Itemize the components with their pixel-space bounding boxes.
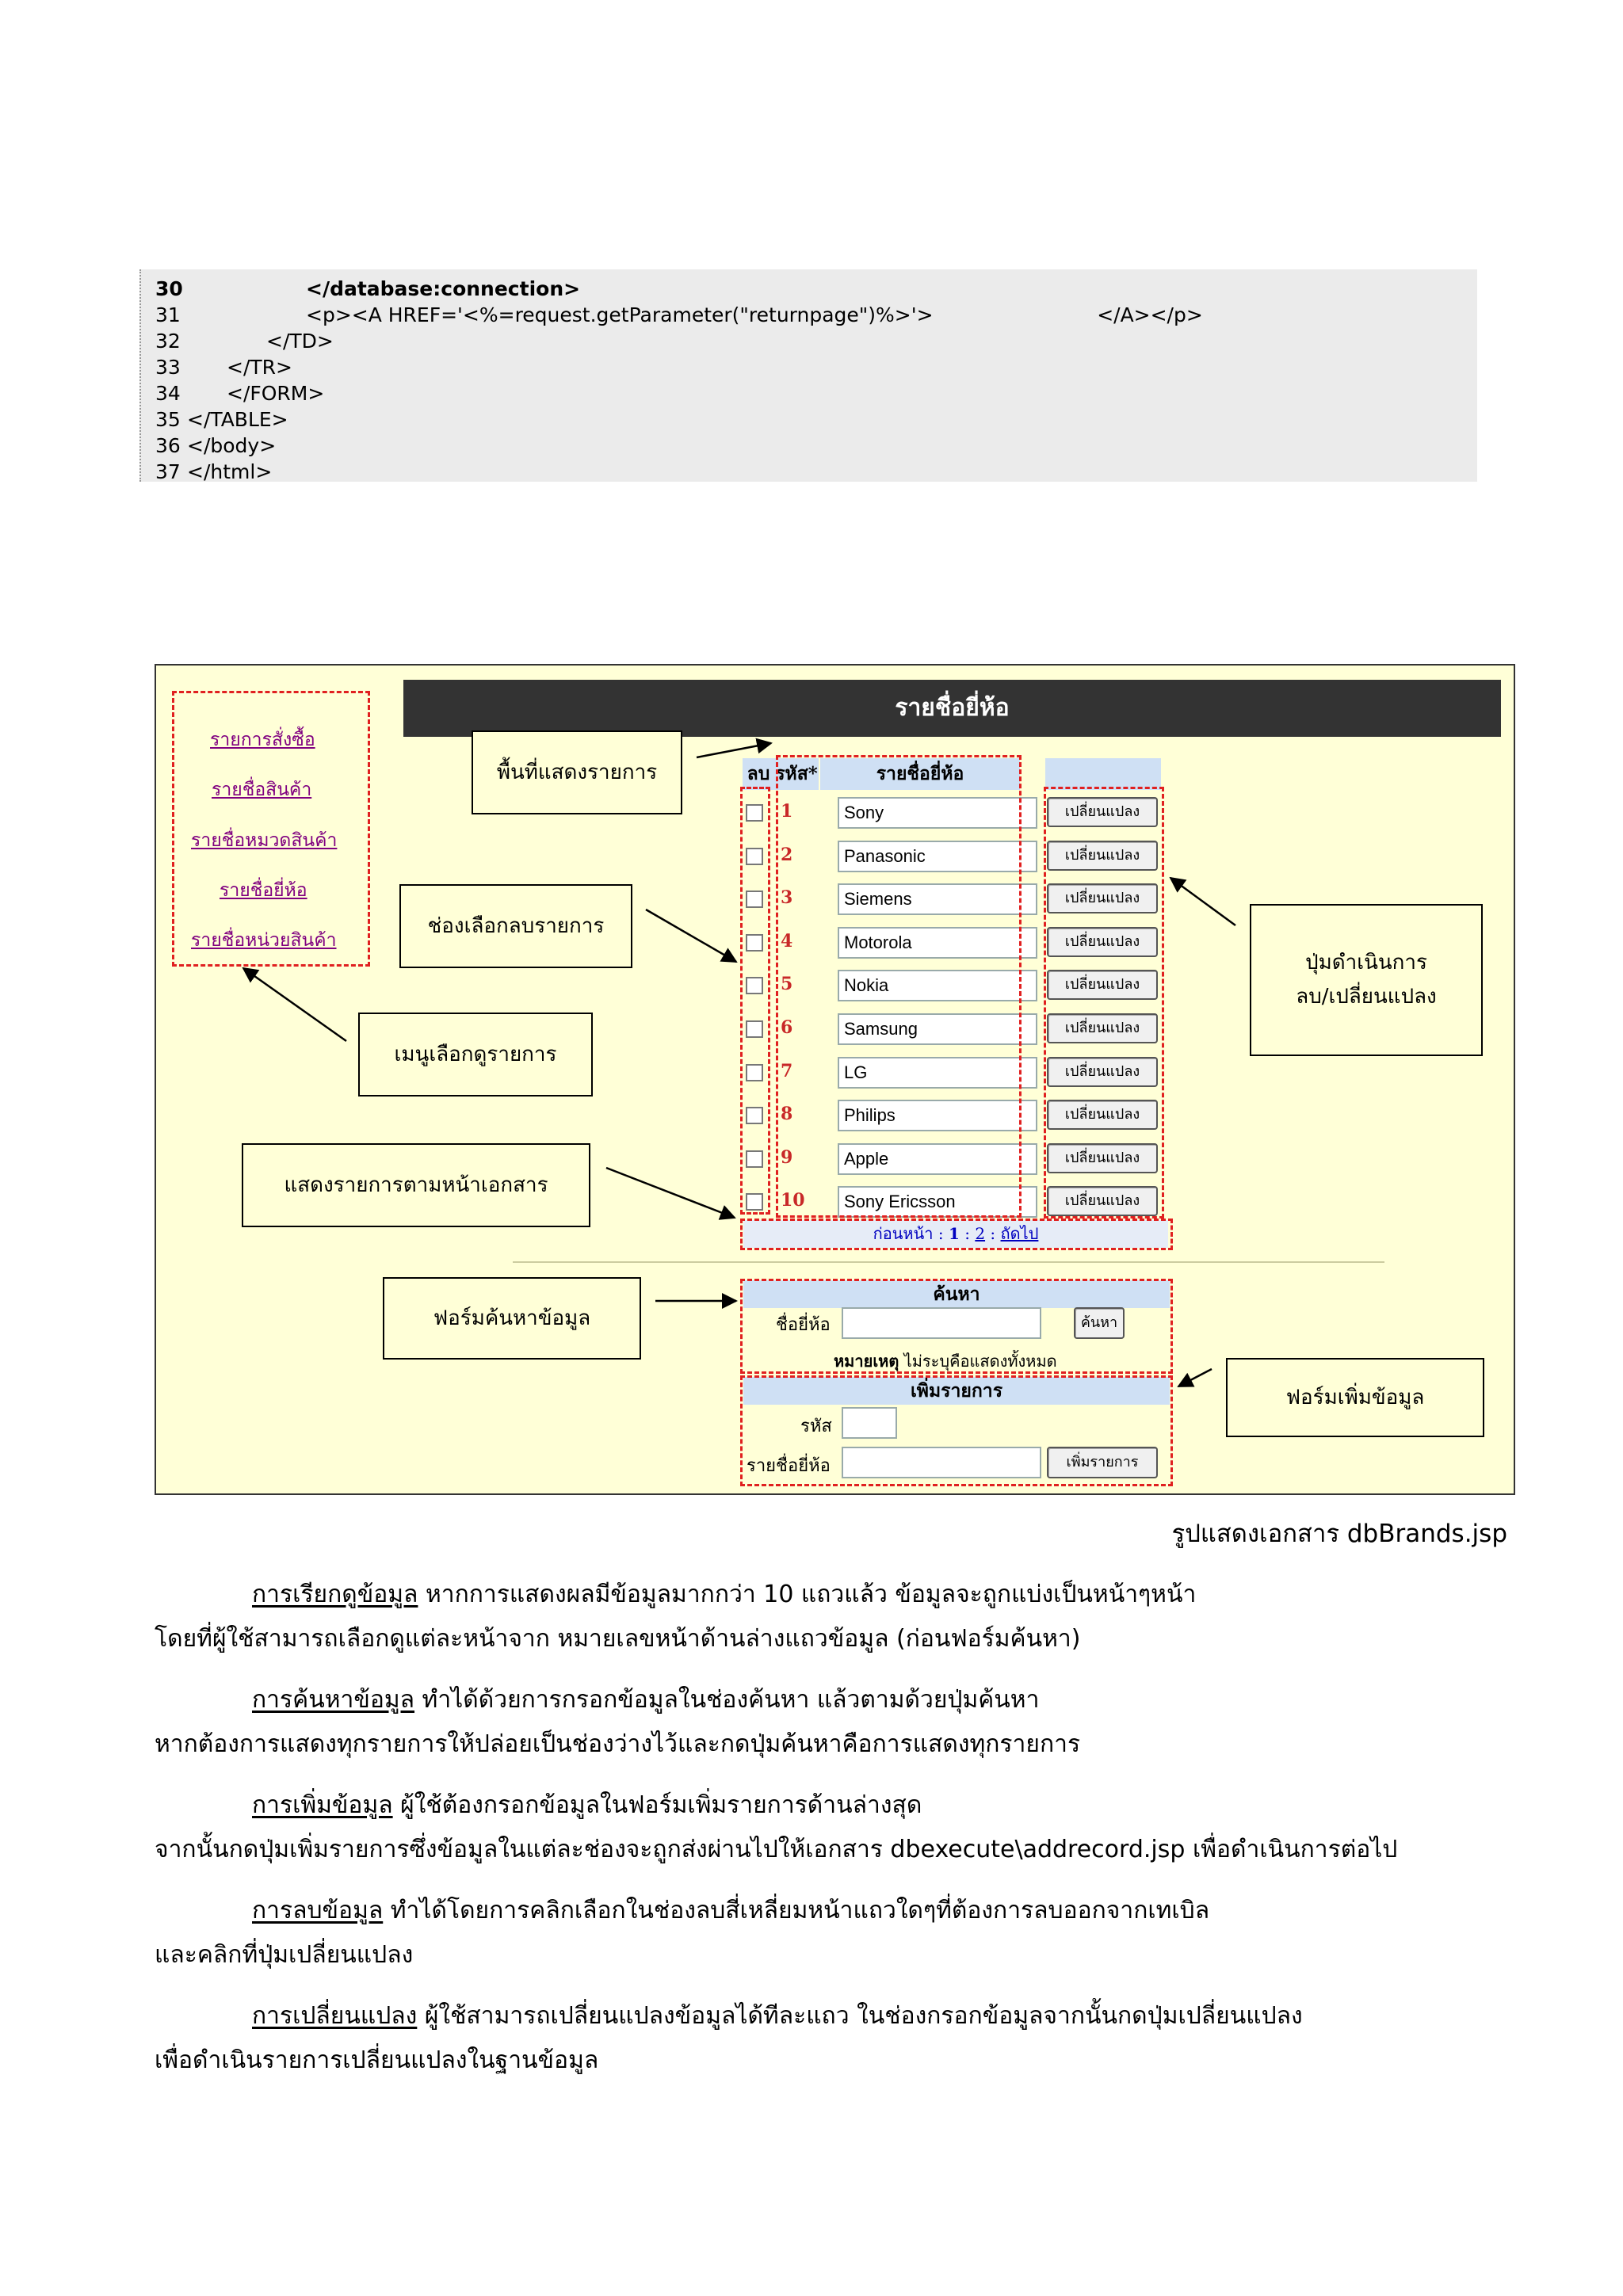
pager-page-2[interactable]: 2 [975,1224,986,1243]
header-delete: ลบ [743,758,774,790]
code-line [155,433,277,459]
search-button[interactable]: ค้นหา [1074,1307,1125,1339]
brand-name-input[interactable]: Motorola [838,927,1037,959]
brand-name-input[interactable]: Samsung [838,1013,1037,1045]
paragraph-line-1 [155,1783,1502,1828]
brand-name-input[interactable]: LG [838,1057,1037,1089]
code-line-text: </TABLE> [187,408,288,431]
screenshot-figure [155,664,1515,1495]
change-button[interactable]: เปลี่ยนแปลง [1047,1057,1158,1087]
search-note-text: ไม่ระบุคือแสดงทั้งหมด [903,1352,1057,1371]
paragraph [155,1889,1502,1978]
code-line-number: 30 [155,277,183,300]
brand-code: 8 [781,1104,793,1125]
arrow-menu [243,968,346,1041]
brand-code: 9 [781,1146,793,1168]
brand-name-input[interactable]: Sony [838,797,1037,829]
paragraph-title: การค้นหาข้อมูล [252,1686,415,1714]
menu-item-units[interactable]: รายชื่อหน่วยสินค้า [191,930,337,951]
brand-name-input[interactable]: Panasonic [838,841,1037,872]
menu-item-products[interactable]: รายชื่อสินค้า [212,780,312,800]
paragraph-text: ผู้ใช้สามารถเปลี่ยนแปลงข้อมูลได้ทีละแถว ในช่องกรอกข้อมูลจากนั้นกดปุ่มเปลี่ยนแปลง [417,2002,1303,2030]
code-line-number: 36 [155,434,181,457]
change-button[interactable]: เปลี่ยนแปลง [1047,1143,1158,1173]
brand-name-input[interactable]: Nokia [838,970,1037,1001]
change-button[interactable]: เปลี่ยนแปลง [1047,927,1158,957]
search-label: ชื่อยี่ห้อ [776,1315,831,1335]
menu-item-categories[interactable]: รายชื่อหมวดสินค้า [191,830,338,851]
paragraph-line-2: โดยที่ผู้ใช้สามารถเลือกดูแต่ละหน้าจาก หมายเลขหน้าด้านล่างแถวข้อมูล (ก่อนฟอร์มค้นหา) [155,1625,1081,1653]
callout-paging: แสดงรายการตามหน้าเอกสาร [242,1143,590,1227]
paragraph-line-1 [155,1994,1502,2039]
callout-add-form: ฟอร์มเพิ่มข้อมูล [1226,1358,1484,1437]
code-line-number: 31 [155,303,181,326]
search-note-title: หมายเหตุ [834,1352,899,1371]
header-code: รหัส* [774,758,819,790]
code-line [155,406,288,433]
code-line [155,459,273,485]
callout-menu: เมนูเลือกดูรายการ [358,1013,593,1097]
paragraph-line-2: เพื่อดำเนินรายการเปลี่ยนแปลงในฐานข้อมูล [155,2046,599,2074]
callout-delete-checkbox: ช่องเลือกลบรายการ [399,884,632,968]
code-line-text: </TR> [227,356,292,379]
paragraph-text: ทำได้ด้วยการกรอกข้อมูลในช่องค้นหา แล้วตามด้วยปุ่มค้นหา [414,1686,1040,1714]
paragraph-line-1 [155,1678,1502,1722]
code-line-text: </html> [187,460,273,483]
brand-code: 3 [781,887,793,909]
page-title: รายชื่อยี่ห้อ [403,680,1501,737]
brand-name-input[interactable]: Sony Ericsson [838,1186,1037,1218]
brand-name-input[interactable]: Siemens [838,883,1037,915]
add-header: เพิ่มรายการ [743,1377,1170,1405]
brand-code: 10 [781,1190,805,1211]
code-line-number: 35 [155,408,181,431]
header-name: รายชื่อยี่ห้อ [820,758,1020,790]
pager-page-1: 1 [948,1224,960,1243]
change-button[interactable]: เปลี่ยนแปลง [1047,883,1158,913]
code-line-text: </body> [187,434,277,457]
brand-code: 5 [781,974,793,995]
menu-item-brands[interactable]: รายชื่อยี่ห้อ [220,880,307,901]
paragraph-title: การเปลี่ยนแปลง [252,2002,418,2030]
menu-item-orders[interactable]: รายการสั่งซื้อ [210,730,315,750]
add-name-label: รายชื่อยี่ห้อ [747,1456,831,1476]
arrow-paging [606,1168,735,1218]
paragraph-line-2: และคลิกที่ปุ่มเปลี่ยนแปลง [155,1941,414,1969]
code-line [155,276,581,302]
brand-code: 7 [781,1060,793,1081]
callout-search-form: ฟอร์มค้นหาข้อมูล [383,1277,641,1360]
paragraph-line-2: หากต้องการแสดงทุกรายการให้ปล่อยเป็นช่องว่างไว้และกดปุ่มค้นหาคือการแสดงทุกรายการ [155,1730,1081,1758]
arrow-action-buttons [1170,878,1235,925]
brand-code: 4 [781,930,793,952]
arrow-list-area [697,743,771,757]
add-code-label: รหัส [800,1417,832,1436]
paragraph [155,1573,1502,1661]
paragraph [155,1678,1502,1767]
code-line-number: 37 [155,460,181,483]
paragraph [155,1783,1502,1872]
code-line-number: 33 [155,356,181,379]
add-button[interactable]: เพิ่มรายการ [1047,1447,1158,1478]
change-button[interactable]: เปลี่ยนแปลง [1047,1186,1158,1216]
code-line [155,354,292,380]
callout-action-line-1: ปุ่มดำเนินการ [1305,951,1427,975]
code-line-text: </database:connection> [306,277,581,300]
figure-caption: รูปแสดงเอกสาร dbBrands.jsp [1171,1520,1507,1548]
brand-name-input[interactable]: Philips [838,1100,1037,1131]
search-header: ค้นหา [743,1280,1170,1308]
code-line [155,380,325,406]
paragraph-text: ทำได้โดยการคลิกเลือกในช่องลบสี่เหลี่ยมหน้าแถวใดๆที่ต้องการลบออกจากเทเบิล [383,1897,1210,1924]
code-line-text: <p><A HREF='<%=request.getParameter("returnpage")%>'> </A></p> [306,303,1203,326]
change-button[interactable]: เปลี่ยนแปลง [1047,1100,1158,1130]
pager-prev-label: ก่อนหน้า : [873,1224,944,1243]
code-line [155,328,334,354]
change-button[interactable]: เปลี่ยนแปลง [1047,841,1158,871]
code-listing [139,269,1477,482]
code-line [155,302,1203,328]
paragraph-title: การเพิ่มข้อมูล [252,1791,393,1819]
pager-sep-2: : [990,1224,996,1243]
paragraph-title: การลบข้อมูล [252,1897,384,1924]
code-line-number: 32 [155,330,181,353]
brand-code: 1 [781,801,793,822]
change-button[interactable]: เปลี่ยนแปลง [1047,1013,1158,1043]
callout-action-line-2: ลบ/เปลี่ยนแปลง [1296,985,1437,1009]
paragraph-text: หากการแสดงผลมีข้อมูลมากกว่า 10 แถวแล้ว ข้อมูลจะถูกแบ่งเป็นหน้าๆหน้า [418,1581,1197,1608]
arrow-delete-checkbox [646,910,736,962]
paragraph-line-1 [155,1889,1502,1933]
code-line-text: </FORM> [227,382,325,405]
change-button[interactable]: เปลี่ยนแปลง [1047,970,1158,1000]
change-button[interactable]: เปลี่ยนแปลง [1047,797,1158,827]
arrow-add-form [1178,1369,1212,1386]
brand-name-input[interactable]: Apple [838,1143,1037,1175]
code-line-number: 34 [155,382,181,405]
pager-next[interactable]: ถัดไป [1000,1224,1039,1243]
callout-list-area: พื้นที่แสดงรายการ [472,730,682,814]
paragraph-text: ผู้ใช้ต้องกรอกข้อมูลในฟอร์มเพิ่มรายการด้านล่างสุด [392,1791,922,1819]
brand-code: 2 [781,844,793,865]
paragraph [155,1994,1502,2083]
pager-sep: : [964,1224,970,1243]
code-line-text: </TD> [266,330,334,353]
paragraph-line-2: จากนั้นกดปุ่มเพิ่มรายการซึ่งข้อมูลในแต่ละช่องจะถูกส่งผ่านไปให้เอกสาร dbexecute\addrecord.jsp เพื่อดำเนินการต่อไป [155,1836,1398,1863]
paragraph-title: การเรียกดูข้อมูล [252,1581,418,1608]
arrows-layer [156,666,1514,1493]
paragraph-line-1 [155,1573,1502,1617]
brand-code: 6 [781,1017,793,1038]
